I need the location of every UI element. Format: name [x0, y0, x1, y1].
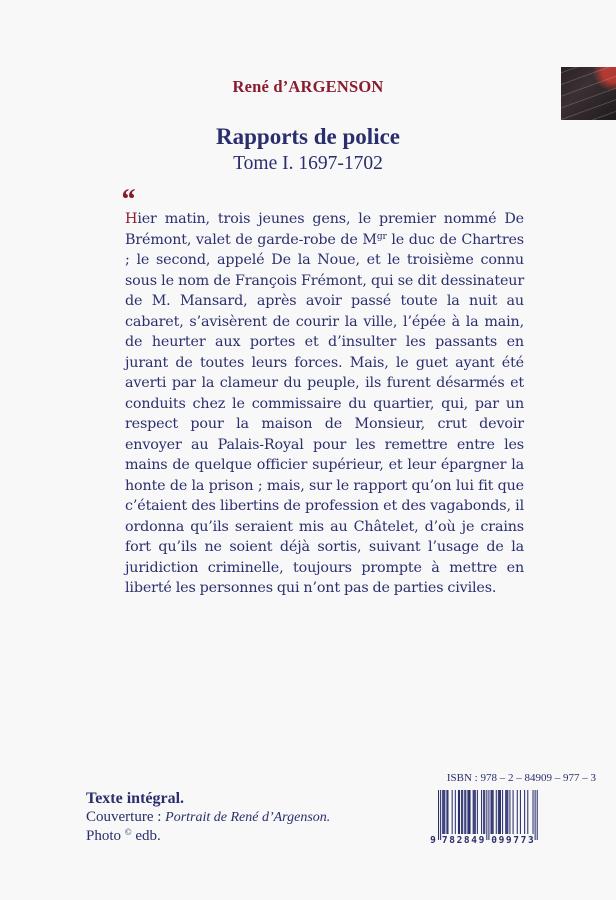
barcode-bar	[468, 790, 469, 834]
barcode-bar	[486, 790, 487, 840]
barcode-bar	[524, 790, 525, 834]
barcode-bar	[452, 790, 453, 834]
barcode-bar	[461, 790, 462, 834]
excerpt-rest: le duc de Chartres ; le second, appelé De la Noue, et le troisième connu sous le nom de François Frémont, qui se dit dessinateur de M. Mansard, après avoir passé toute la nuit au cabaret, s’avisèrent de courir la ville, l’épée à la main, de heurter aux portes et d’insulter les passants en jurant de toutes leurs forces. Mais, le guet ayant été averti par la clameur du peuple, ils furent désarmés et conduits chez le commissaire du quartier, qui, par un respect pour la maison de Monsieur, crut devoir envoyer au Palais-Royal pour les remettre entre les mains de quelque officier supérieur, et leur épargner la honte de la prison ; mais, sur le rapport qu’on lui fit que c’étaient des libertins de profession et des vagabonds, il ordonna qu’ils seraient mis au Châtelet, d’où je crains fort qu’ils ne soient déjà sortis, suivant l’usage de la juridiction criminelle, toujours prompte à mettre en liberté les personnes qui n’ont pas de parties civiles.	[125, 231, 524, 596]
barcode-bar	[509, 790, 510, 834]
book-title: Rapports de police	[216, 124, 400, 149]
barcode-bar	[477, 790, 478, 834]
barcode-bar	[492, 790, 493, 834]
barcode-bar	[500, 790, 501, 834]
barcode-bar	[474, 790, 475, 834]
barcode-bar	[444, 790, 445, 834]
barcode-bar	[506, 790, 507, 834]
photo-credit-line	[86, 827, 330, 845]
barcode-bar	[455, 790, 456, 834]
barcode-digit: 7	[520, 835, 527, 846]
barcode-bar	[505, 790, 506, 834]
barcode-bar	[507, 790, 508, 834]
barcode-bar	[464, 790, 465, 834]
barcode-digit: 3	[527, 835, 534, 846]
barcode-bar	[493, 790, 494, 834]
barcode-digit: 9	[498, 835, 505, 846]
barcode-bar	[513, 790, 514, 834]
barcode-bar	[499, 790, 500, 834]
barcode-digit: 7	[513, 835, 520, 846]
barcode-bar	[446, 790, 447, 834]
barcode-digit: 0	[491, 835, 497, 846]
barcode-bar	[459, 790, 460, 834]
excerpt-lead: ier matin, trois jeunes gens, le premier nommé De Brémont, valet de garde-robe de M	[125, 211, 524, 248]
book-subtitle: Tome I. 1697-1702	[233, 153, 383, 174]
barcode-bar	[537, 790, 538, 840]
barcode-bar	[481, 790, 482, 834]
open-quote-mark: “	[120, 183, 135, 216]
barcode-digit: 7	[441, 835, 448, 846]
cover-credit-value: Portrait de René d’Argenson.	[165, 810, 331, 825]
cover-credit-label: Couverture :	[86, 809, 166, 825]
isbn-label: ISBN : 978 – 2 – 84909 – 977 – 3	[446, 772, 596, 784]
barcode-digit: 9	[430, 835, 436, 846]
barcode-bar	[483, 790, 484, 834]
barcode-bar	[502, 790, 503, 834]
cover-credit-line	[86, 808, 330, 827]
barcode-bar	[520, 790, 521, 834]
integral-text-label: Texte intégral.	[86, 790, 185, 807]
barcode-bar	[470, 790, 471, 834]
excerpt-paragraph	[125, 209, 524, 599]
barcode-bar	[462, 790, 463, 834]
credits-block	[86, 790, 330, 845]
barcode-bar	[475, 790, 476, 834]
barcode-bar	[473, 790, 474, 834]
barcode-bar	[484, 790, 485, 834]
barcode-digit: 9	[478, 835, 485, 846]
barcode-bar	[447, 790, 448, 834]
drop-letter: H	[125, 211, 138, 227]
barcode-bar	[467, 790, 468, 834]
barcode-bar	[533, 790, 534, 834]
barcode-bar	[491, 790, 492, 834]
barcode-bar	[440, 790, 441, 840]
copyright-icon: ©	[124, 827, 132, 837]
barcode-graphic	[430, 790, 540, 847]
photo-credit-label: Photo	[86, 828, 125, 844]
barcode-bar	[496, 790, 497, 834]
barcode-bar	[498, 790, 499, 834]
barcode-digit: 2	[456, 835, 463, 846]
barcode-bar	[517, 790, 518, 834]
barcode-bar	[488, 790, 489, 840]
barcode-bar	[465, 790, 466, 834]
excerpt-superscript: gr	[376, 231, 387, 242]
barcode-digit: 9	[505, 835, 512, 846]
author-name: René d’ARGENSON	[232, 77, 384, 96]
barcode-bar	[527, 790, 528, 834]
barcode-bar	[443, 790, 444, 834]
barcode-bar	[438, 790, 439, 840]
portrait-thumbnail-image	[561, 67, 616, 120]
barcode-bar	[458, 790, 459, 834]
photo-credit-value: edb.	[131, 828, 161, 844]
barcode-digit: 8	[463, 835, 470, 846]
barcode-bar	[535, 790, 536, 840]
barcode-digit: 4	[471, 835, 478, 846]
barcode-bar	[442, 790, 443, 834]
barcode-digit: 8	[449, 835, 455, 846]
isbn-barcode	[430, 790, 540, 847]
